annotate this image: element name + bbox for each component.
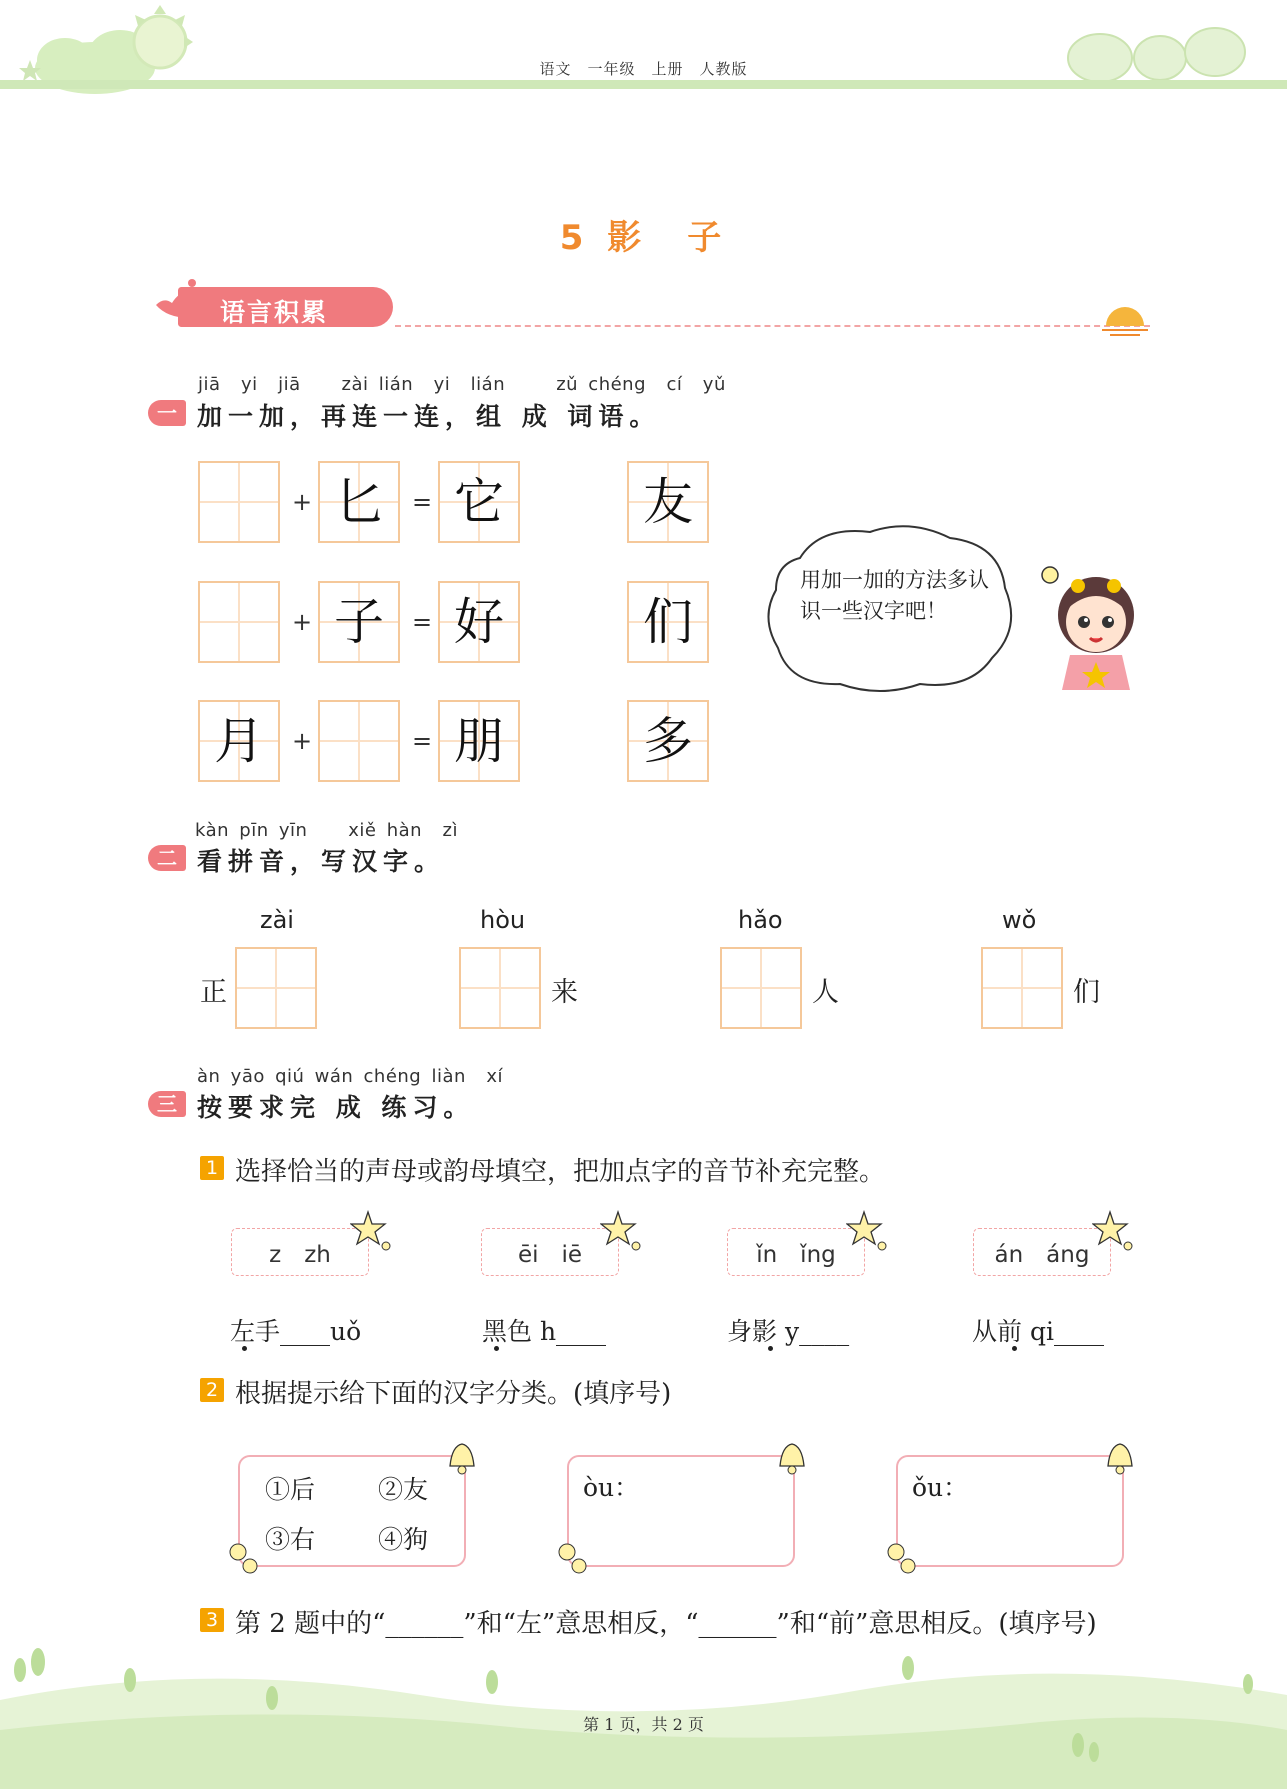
q2-number: 二 xyxy=(148,845,186,871)
sub1-number: 1 xyxy=(200,1156,224,1180)
bell-icon xyxy=(1098,1436,1142,1480)
star-icon xyxy=(846,1210,888,1252)
answer-box-label: òu： xyxy=(583,1473,640,1502)
q1-box-input[interactable] xyxy=(318,700,400,782)
char-item: ②友 xyxy=(378,1475,429,1504)
sub3-number: 3 xyxy=(200,1608,224,1632)
page-footer: 第 1 页，共 2 页 xyxy=(583,1715,704,1734)
q2-pinyin: kàn pīn yīn xiě hàn zì xyxy=(195,820,458,841)
q1-box-result[interactable]: 朋 xyxy=(438,700,520,782)
q1-box-result[interactable]: 它 xyxy=(438,461,520,543)
circle-decoration-icon xyxy=(557,1540,593,1576)
char-item: ①后 xyxy=(265,1475,316,1504)
circle-decoration-icon xyxy=(886,1540,922,1576)
girl-avatar xyxy=(1030,560,1160,690)
q1-match-box[interactable]: 友 xyxy=(627,461,709,543)
sunset-icon xyxy=(1100,300,1150,340)
answer-box-label: ǒu： xyxy=(912,1473,969,1502)
star-icon xyxy=(600,1210,642,1252)
q2-char-after: 们 xyxy=(1073,977,1100,1008)
option-box: ǐn ǐng xyxy=(727,1228,865,1276)
q2-char-before: 正 xyxy=(200,977,227,1008)
q1-match-box[interactable]: 们 xyxy=(627,581,709,663)
sub2-instruction: 根据提示给下面的汉字分类。(填序号) xyxy=(235,1379,672,1409)
sub1-instruction: 选择恰当的声母或韵母填空，把加点字的音节补充完整。 xyxy=(235,1157,886,1187)
q2-char-after: 人 xyxy=(812,977,839,1008)
option-box: z zh xyxy=(231,1228,369,1276)
q1-box: 子 xyxy=(318,581,400,663)
char-item: ③右 xyxy=(265,1525,316,1554)
emphasis-dot xyxy=(494,1346,499,1351)
star-icon xyxy=(350,1210,392,1252)
q2-pinyin-item: wǒ xyxy=(1002,906,1037,934)
option-box: ēi iē xyxy=(481,1228,619,1276)
equals-sign: = xyxy=(412,488,433,516)
q3-pinyin: àn yāo qiú wán chéng liàn xí xyxy=(197,1066,503,1087)
q1-box-result[interactable]: 好 xyxy=(438,581,520,663)
sub3-instruction[interactable]: 第 2 题中的“______”和“左”意思相反，“______”和“前”意思相反。(填序号) xyxy=(235,1609,1097,1639)
page-title: 5 影 子 xyxy=(559,218,728,258)
q2-pinyin-item: zài xyxy=(260,906,294,934)
sub2-number: 2 xyxy=(200,1378,224,1402)
fill-blank[interactable]: 黑色 h____ xyxy=(482,1317,607,1346)
q1-instruction: 加一加，再连一连，组 成 词语。 xyxy=(197,402,661,431)
q2-write-box[interactable] xyxy=(235,947,317,1029)
plus-sign: + xyxy=(292,727,313,755)
q1-box: 月 xyxy=(198,700,280,782)
bubble-text: 用加一加的方法多认识一些汉字吧！ xyxy=(800,568,989,623)
header-decoration xyxy=(0,0,1287,110)
star-icon xyxy=(1092,1210,1134,1252)
q2-write-box[interactable] xyxy=(720,947,802,1029)
bell-icon xyxy=(770,1436,814,1480)
equals-sign: = xyxy=(412,727,433,755)
equals-sign: = xyxy=(412,608,433,636)
q2-write-box[interactable] xyxy=(459,947,541,1029)
section-banner xyxy=(150,285,395,331)
plus-sign: + xyxy=(292,488,313,516)
bell-icon xyxy=(440,1436,484,1480)
fill-blank[interactable]: 从前 qi____ xyxy=(972,1317,1104,1346)
banner-divider xyxy=(395,325,1150,327)
circle-decoration-icon xyxy=(228,1540,264,1576)
banner-title: 语言积累 xyxy=(220,298,329,327)
emphasis-dot xyxy=(768,1346,773,1351)
q1-box: 匕 xyxy=(318,461,400,543)
header-text: 语文 一年级 上册 人教版 xyxy=(539,60,748,78)
fill-blank[interactable]: 左手____uǒ xyxy=(230,1317,362,1346)
q2-write-box[interactable] xyxy=(981,947,1063,1029)
plus-sign: + xyxy=(292,608,313,636)
q2-pinyin-item: hǎo xyxy=(738,906,783,934)
q3-instruction: 按要求完 成 练习。 xyxy=(197,1093,475,1122)
header-band xyxy=(0,80,1287,89)
q3-number: 三 xyxy=(148,1091,186,1117)
q2-pinyin-item: hòu xyxy=(480,906,526,934)
char-item: ④狗 xyxy=(378,1525,429,1554)
q1-box-input[interactable] xyxy=(198,581,280,663)
option-box: án áng xyxy=(973,1228,1111,1276)
emphasis-dot xyxy=(242,1346,247,1351)
q2-instruction: 看拼音，写汉字。 xyxy=(197,847,446,876)
q1-number: 一 xyxy=(148,400,186,426)
fill-blank[interactable]: 身影 y____ xyxy=(727,1317,850,1346)
q2-char-after: 来 xyxy=(551,977,578,1008)
q1-pinyin: jiā yi jiā zài lián yi lián zǔ chéng cí yǔ xyxy=(198,374,726,395)
q1-match-box[interactable]: 多 xyxy=(627,700,709,782)
q1-box-input[interactable] xyxy=(198,461,280,543)
emphasis-dot xyxy=(1012,1346,1017,1351)
